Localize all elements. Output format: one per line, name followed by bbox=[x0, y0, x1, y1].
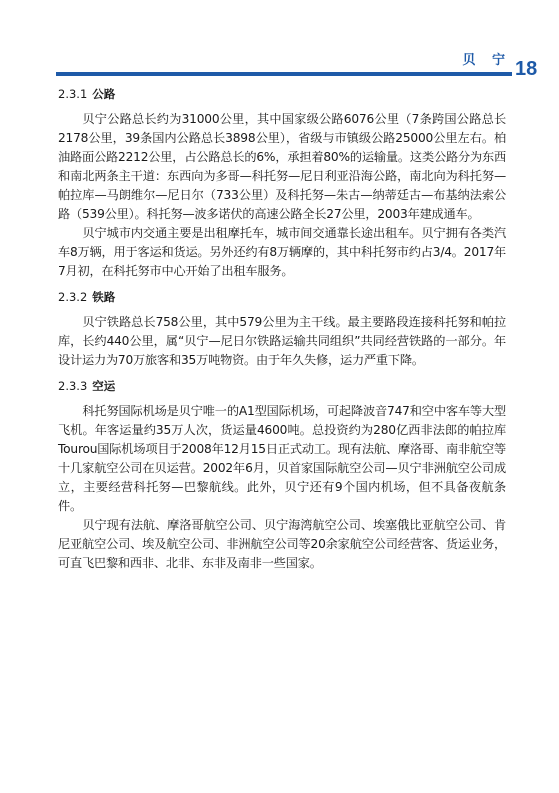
section-title: 公路 bbox=[92, 87, 116, 101]
paragraph: 科托努国际机场是贝宁唯一的A1型国际机场，可起降波音747和空中客车等大型飞机。年客运量约35万人次，货运量4600吨。总投资约为280亿西非法郎的帕拉库Tourou国际机场项目于2008年12月15日正式动工。现有法航、摩洛哥、南非航空等十几家航空公司在贝运营。2002年6月，贝首家国际航空公司—贝宁非洲航空公司成立，主要经营科托努—巴黎航线。此外，贝宁还有9个国内机场，但不具备夜航条件。 bbox=[58, 404, 506, 513]
section-number: 2.3.3 bbox=[58, 379, 88, 393]
page-header bbox=[0, 0, 559, 80]
paragraph: 贝宁城市内交通主要是出租摩托车，城市间交通靠长途出租车。贝宁拥有各类汽车8万辆，用于客运和货运。另外还约有8万辆摩的，其中科托努市约占3/4。2017年7月初，在科托努市中心开始了出租车服务。 bbox=[58, 226, 506, 278]
section-title: 空运 bbox=[92, 379, 116, 393]
page-body bbox=[58, 84, 506, 573]
header-rule bbox=[56, 72, 512, 76]
paragraph: 贝宁公路总长约为31000公里，其中国家级公路6076公里（7条跨国公路总长2178公里，39条国内公路总长3898公里），省级与市镇级公路25000公里左右。柏油路面公路2212公里，占公路总长的6%，承担着80%的运输量。这类公路分为东西和南北两条主干道：东西向为多哥—科托努—尼日利亚沿海公路，南北向为科托努—帕拉库—马朗维尔—尼日尔（733公里）及科托努—朱古—纳蒂廷古—布基纳法索公路（539公里）。科托努—波多诺伏的高速公路全长27公里，2003年建成通车。 bbox=[58, 112, 506, 221]
section-heading-roads bbox=[58, 84, 506, 104]
paragraph: 贝宁现有法航、摩洛哥航空公司、贝宁海湾航空公司、埃塞俄比亚航空公司、肯尼亚航空公司、埃及航空公司、非洲航空公司等20余家航空公司经营客、货运业务，可直飞巴黎和西非、北非、东非及南非一些国家。 bbox=[58, 518, 506, 570]
section-number: 2.3.2 bbox=[58, 290, 88, 304]
paragraph: 贝宁铁路总长758公里，其中579公里为主干线。最主要路段连接科托努和帕拉库，长约440公里，属“贝宁—尼日尔铁路运输共同组织”共同经营铁路的一部分。年设计运力为70万旅客和35万吨物资。由于年久失修，运力严重下降。 bbox=[58, 315, 506, 367]
section-title: 铁路 bbox=[92, 290, 116, 304]
section-heading-railways bbox=[58, 287, 506, 307]
page-number: 18 bbox=[515, 58, 538, 80]
section-heading-air-transport bbox=[58, 376, 506, 396]
section-number: 2.3.1 bbox=[58, 87, 88, 101]
running-title: 贝 宁 bbox=[462, 53, 511, 68]
